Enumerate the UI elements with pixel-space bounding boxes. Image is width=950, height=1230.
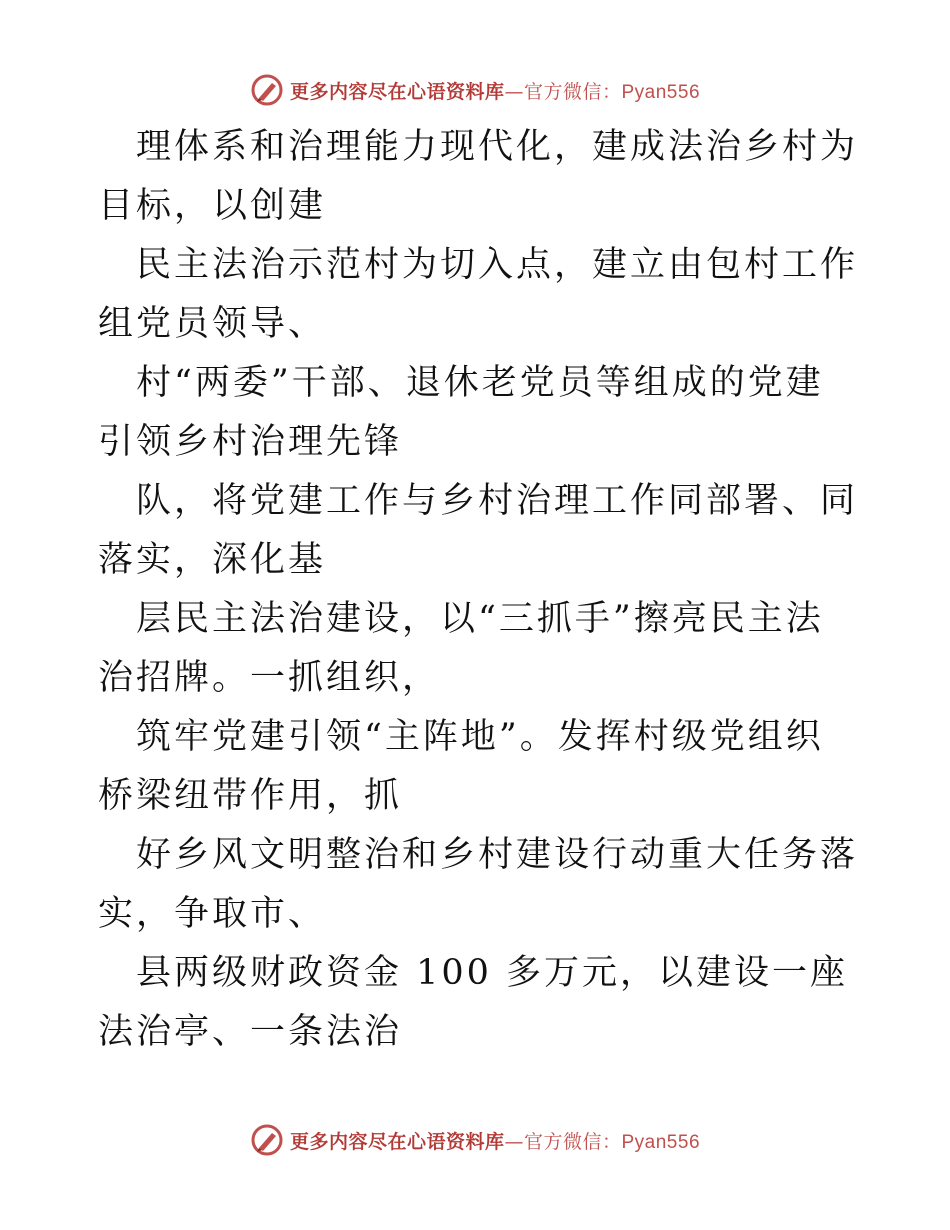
header-site-text: 更多内容尽在心语资料库 <box>289 80 505 103</box>
header-dash: — <box>504 80 524 103</box>
paragraph: 好乡风文明整治和乡村建设行动重大任务落实，争取市、 <box>98 835 859 934</box>
header-banner-text <box>290 77 700 104</box>
footer-wechat-id: Pyan556 <box>621 1131 701 1153</box>
paragraph: 民主法治示范村为切入点，建立由包村工作组党员领导、 <box>98 245 859 344</box>
footer-dash: — <box>504 1130 524 1153</box>
header-banner <box>0 70 950 110</box>
paragraph: 村“两委”干部、退休老党员等组成的党建引领乡村治理先锋 <box>98 363 824 462</box>
paragraph: 县两级财政资金 100 多万元，以建设一座法治亭、一条法治 <box>98 953 849 1052</box>
footer-banner <box>0 1120 950 1160</box>
document-body <box>98 118 858 1062</box>
paragraph: 筑牢党建引领“主阵地”。发挥村级党组织桥梁纽带作用，抓 <box>98 717 824 816</box>
header-wechat-label: 官方微信： <box>523 80 622 103</box>
footer-banner-text <box>290 1127 700 1154</box>
paragraph: 队，将党建工作与乡村治理工作同部署、同落实，深化基 <box>98 481 859 580</box>
paragraph: 层民主法治建设，以“三抓手”擦亮民主法治招牌。一抓组织， <box>98 599 824 698</box>
header-wechat-id: Pyan556 <box>621 81 701 103</box>
pen-logo-icon <box>250 73 284 107</box>
footer-wechat-label: 官方微信： <box>523 1130 622 1153</box>
paragraph: 理体系和治理能力现代化，建成法治乡村为目标，以创建 <box>98 127 859 226</box>
pen-logo-icon <box>250 1123 284 1157</box>
footer-site-text: 更多内容尽在心语资料库 <box>289 1130 505 1153</box>
